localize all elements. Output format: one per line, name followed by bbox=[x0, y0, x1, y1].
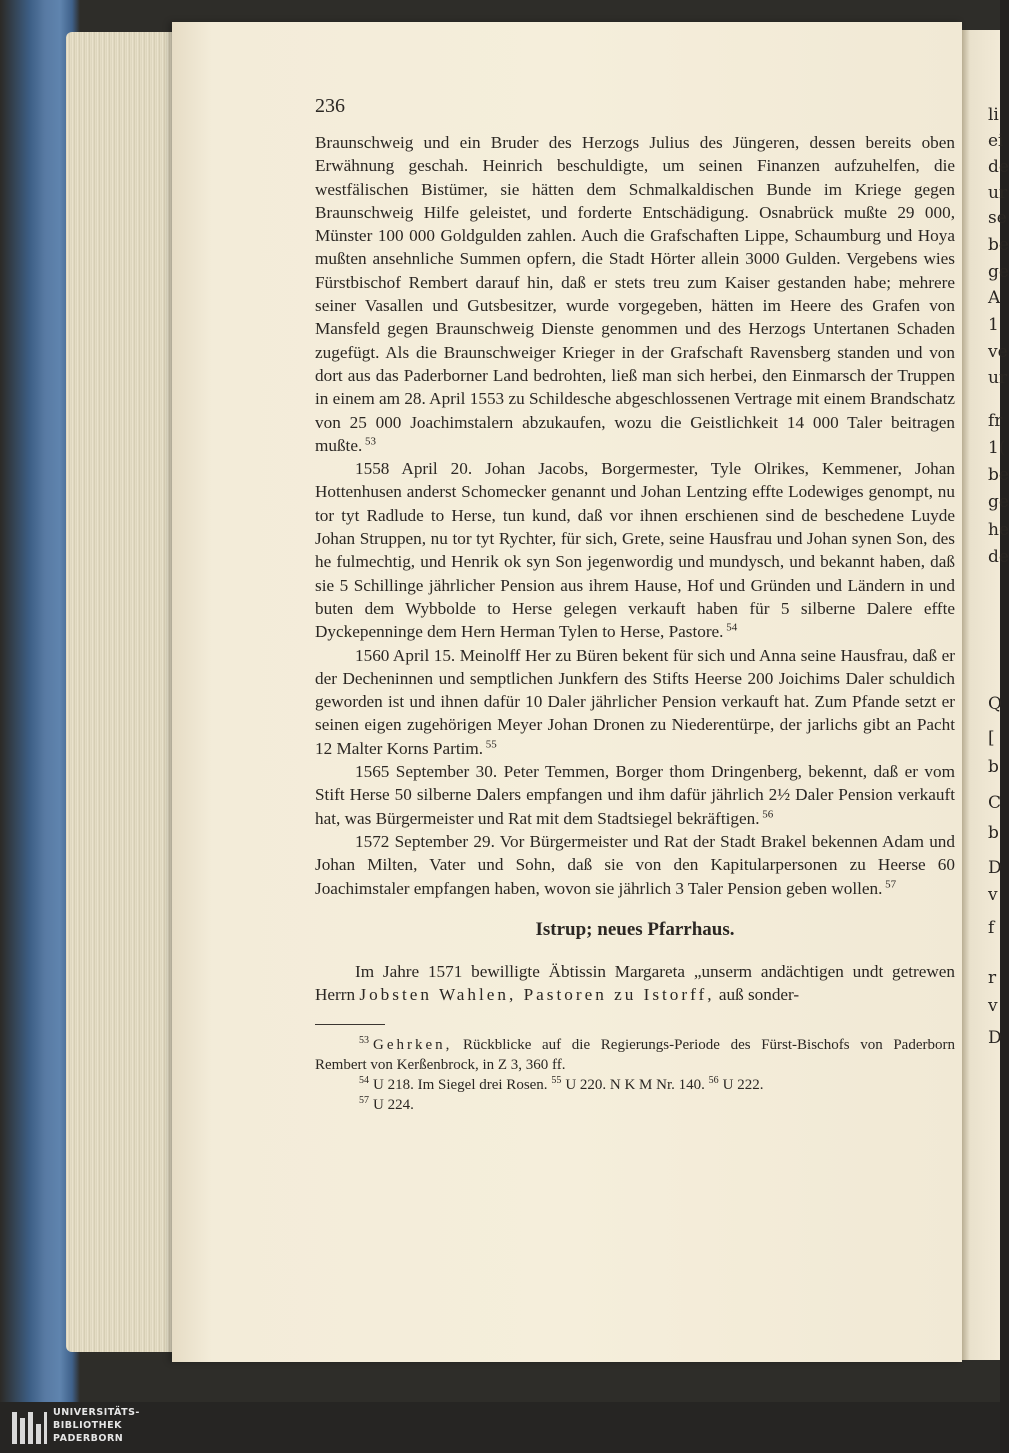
next-page-fragment: li bbox=[988, 105, 999, 125]
footnote-reference: 53 bbox=[362, 435, 377, 448]
next-page-fragment: ei bbox=[988, 131, 1004, 151]
footnote-reference: 54 bbox=[723, 621, 738, 634]
next-page-fragment: de bbox=[988, 547, 1009, 567]
page-edges bbox=[66, 32, 178, 1352]
footnote-text: Rückblicke auf die Regierungs-Periode des Fürst-Bischofs von Paderborn Rembert von Kerßenbrock, in Z 3, 360 ff. bbox=[315, 1037, 955, 1074]
page-content bbox=[315, 95, 955, 1115]
next-page-fragment: 1 bbox=[988, 315, 999, 335]
paragraph-text: 1572 September 29. Vor Bürgermeister und Rat der Stadt Brakel bekennen Adam und Johan Milten, Vater und Sohn, daß sie von den Kapitularpersonen zu Heerse 60 Joachimstaler empfangen haben, wovon sie jährlich 3 Taler Pension geben wollen. bbox=[315, 831, 955, 898]
paragraph-text: Braunschweig und ein Bruder des Herzogs Julius des Jüngeren, dessen bereits oben Erwähnung geschah. Heinrich beschuldigte, um seinen Finanzen aufzuhelfen, die westfälischen Bistümer, sie hätten dem Schmalkaldischen Bunde im Kriege gegen Braunschweig Hilfe geleistet, und forderte Entschädigung. Osnabrück mußte 29 000, Münster 100 000 Goldgulden zahlen. Auch die Grafschaften Lippe, Schaumburg und Hoya mußten ansehnliche Summen opfern, die Stadt Hörter allein 3000 Gulden. Vergebens wies Fürstbischof Rembert darauf hin, daß er stets treu zum Kaiser gestanden habe; mehrere seiner Vasallen und Gutsbesitzer, wurde vorgegeben, hätten im Heere des Grafen von Mansfeld gegen Braunschweig Dienste genommen und des Herzogs Untertanen Schaden zugefügt. Als die Braunschweiger Krieger in der Grafschaft Ravensberg standen und von dort aus das Paderborner Land bedrohten, ließ man sich herbei, den Einmarsch der Truppen in einem am 28. April 1553 zu Schildesche abgeschlossenen Vertrage mit einem Brandschatz von 25 000 Joachimstalern abzukaufen, wozu die Geistlichkeit 14 000 Taler beitragen mußte. bbox=[315, 133, 955, 455]
next-page-fragment: b bbox=[988, 757, 999, 777]
footnote bbox=[315, 1075, 955, 1095]
next-page-fragment: D bbox=[988, 1028, 1002, 1048]
library-logo-icon bbox=[12, 1408, 52, 1448]
paragraph bbox=[315, 760, 955, 830]
last-paragraph-text: Im Jahre 1571 bewilligte Äbtissin Margareta „unserm andächtigen undt getrewen Herrn bbox=[315, 961, 955, 1005]
next-page-fragment: ur bbox=[988, 368, 1008, 388]
next-page-fragment: [ bbox=[988, 728, 995, 748]
paragraph bbox=[315, 457, 955, 643]
section-heading: Istrup; neues Pfarrhaus. bbox=[535, 918, 735, 940]
library-footer-bar bbox=[0, 1402, 1000, 1453]
footnote-mark: 54 bbox=[359, 1075, 369, 1087]
footnote-reference: 56 bbox=[759, 807, 774, 820]
paragraph-text: 1560 April 15. Meinolff Her zu Büren bekent für sich und Anna seine Hausfrau, daß er der Decheninnen und semptlichen Junkfern des Stifts Heerse 200 Joichims Daler schuldich geworden ist und ihnen dafür 10 Daler jährlicher Pension verkauft hat. Zum Pfande setzt er seinen eigen zugehörigen Meyer Johan Dronen zu Niederentürpe, der jarlichs gibt an Pacht 12 Malter Korns Partim. bbox=[315, 645, 955, 758]
paragraph-text: 1558 April 20. Johan Jacobs, Borgermester, Tyle Olrikes, Kemmener, Johan Hottenhusen anderst Schomecker genannt und Johan Lentzing effte Lodewiges genompt, nu tor tyt Radlude to Herse, tun kund, daß vor ihnen erschienen sind de beschedene Luyde Johan Struppen, nu tor tyt Rychter, für sich, Grete, seine Hausfrau und Johan synen Son, des he fulmechtig, und Henrik ok syn Son jegenwordig und mundysch, und bekannt haben, daß sie 5 Schillinge jährlicher Pension aus ihrem Hause, Hof und Gründen und Ländern in und buten dem Wybbolde to Herse gelegen verkauft haben für 5 silberne Dalere effte Dyckepenninge dem Hern Herman Tylen to Herse, Pastore. bbox=[315, 459, 955, 642]
footnote bbox=[315, 1035, 955, 1075]
footnote-mark: 53 bbox=[359, 1035, 369, 1047]
paragraph bbox=[315, 830, 955, 900]
footnote-text: U 222. bbox=[722, 1077, 764, 1094]
last-paragraph bbox=[315, 960, 955, 1007]
footnote-author: Gehrken, bbox=[373, 1037, 453, 1054]
next-page-fragment: b bbox=[988, 823, 999, 843]
next-page-fragment: ur bbox=[988, 183, 1008, 203]
next-page-fragment: fr bbox=[988, 411, 1003, 431]
next-page-fragment: se bbox=[988, 208, 1007, 228]
next-page-fragment: v bbox=[988, 996, 998, 1016]
footnote-text: U 220. N K M Nr. 140. bbox=[565, 1077, 709, 1094]
paragraph-text: 1565 September 30. Peter Temmen, Borger thom Dringenberg, bekennt, daß er vom Stift Herse 50 silberne Dalers empfangen und ihm dafür jährlich 2½ Daler Pension verkauft hat, was Bürgermeister und Rat mit dem Stadtsiegel bekräftigen. bbox=[315, 762, 955, 828]
footnote-text: U 218. Im Siegel drei Rosen. bbox=[373, 1077, 552, 1094]
footnote-mark: 57 bbox=[359, 1095, 369, 1107]
next-page-fragment: D bbox=[988, 858, 1002, 878]
footnote-text: U 224. bbox=[373, 1097, 414, 1114]
next-page-fragment: v bbox=[988, 885, 998, 905]
next-page-fragment: he bbox=[988, 520, 1009, 540]
paragraph bbox=[315, 131, 955, 457]
next-page-fragment: de bbox=[988, 157, 1009, 177]
footnote-reference: 57 bbox=[882, 877, 897, 890]
paragraph bbox=[315, 644, 955, 760]
page-number: 236 bbox=[315, 95, 345, 117]
next-page-fragment: 1( bbox=[988, 438, 1006, 458]
last-paragraph-end: auß sonder- bbox=[714, 985, 800, 1005]
next-page-fragment: A bbox=[988, 288, 1001, 308]
footnote-mark: 56 bbox=[708, 1075, 719, 1087]
next-page-fragment: f bbox=[988, 918, 995, 938]
library-name-line3: PADERBORN bbox=[53, 1433, 124, 1444]
next-page-fragment: C bbox=[988, 793, 1002, 813]
next-page-fragment: Q bbox=[988, 694, 1002, 714]
next-page-fragment: ve bbox=[988, 342, 1008, 362]
spaced-name: Jobsten Wahlen, Pastoren zu Istorff, bbox=[359, 985, 715, 1005]
footnote bbox=[315, 1095, 955, 1115]
body-text bbox=[315, 131, 955, 900]
next-page-strip bbox=[962, 30, 1009, 1360]
footnote-rule bbox=[315, 1024, 385, 1025]
next-page-fragment: ge bbox=[988, 262, 1009, 282]
footnote-mark: 55 bbox=[551, 1075, 562, 1087]
library-name-line2: BIBLIOTHEK bbox=[53, 1420, 122, 1431]
footnotes bbox=[315, 1035, 955, 1115]
library-name-line1: UNIVERSITÄTS- bbox=[53, 1407, 140, 1418]
next-page-fragment: be bbox=[988, 235, 1009, 255]
next-page-fragment: be bbox=[988, 465, 1009, 485]
footnote-reference: 55 bbox=[483, 737, 497, 750]
next-page-fragment: ge bbox=[988, 492, 1009, 512]
next-page-fragment: r bbox=[988, 968, 997, 988]
